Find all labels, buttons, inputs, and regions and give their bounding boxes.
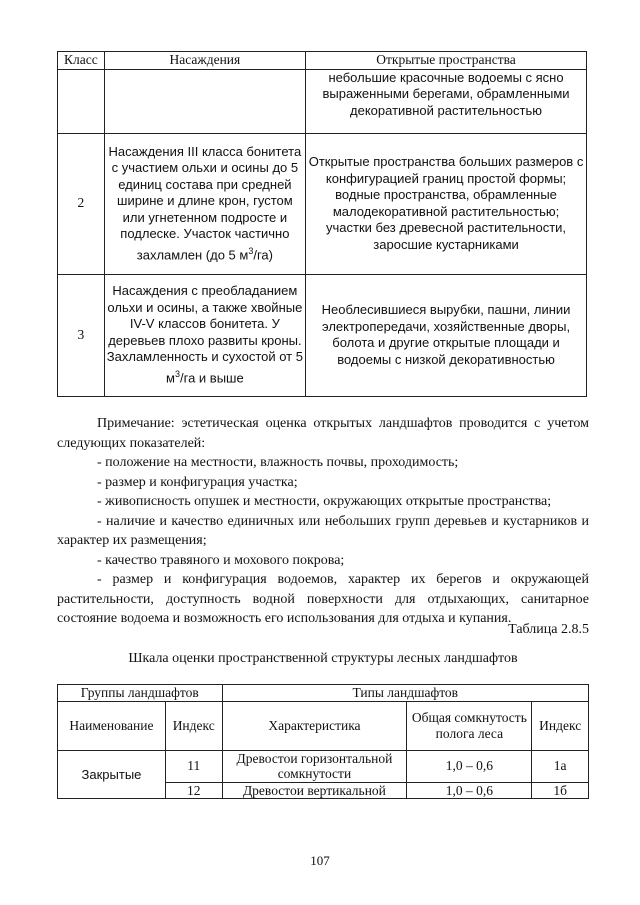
characteristic-cell: Древостои вертикальной bbox=[222, 782, 407, 799]
landscape-classes-table bbox=[57, 51, 587, 397]
characteristic-cell: Древостои горизонтальной сомкнутости bbox=[222, 750, 407, 782]
header-stands: Насаждения bbox=[104, 52, 305, 70]
stands-text: Насаждения с преобладанием ольхи и осины, а также хвойные IV-V классов бонитета. У деревьев плохо развиты кроны. Захламленность и сухостой от 5 м bbox=[106, 283, 303, 386]
stands-cell bbox=[104, 274, 305, 396]
table-cell-empty bbox=[104, 69, 305, 133]
table-row-class-2 bbox=[58, 133, 587, 274]
group-name-cell: Закрытые bbox=[58, 750, 166, 799]
header-name: Наименование bbox=[58, 701, 166, 750]
closure-cell: 1,0 – 0,6 bbox=[407, 750, 532, 782]
table-header-row bbox=[58, 701, 589, 750]
table-row-class-3 bbox=[58, 274, 587, 396]
index-cell: 12 bbox=[165, 782, 222, 799]
open-spaces-cell: Открытые пространства больших размеров с конфигурацией границ простой формы; водные пространства, обрамленные малодекоративной растительностью; участки без древесной растительности, заросшие кустарниками bbox=[306, 133, 587, 274]
type-index-cell: 1а bbox=[532, 750, 589, 782]
header-closure: Общая сомкнутость полога леса bbox=[407, 701, 532, 750]
header-type-index: Индекс bbox=[532, 701, 589, 750]
table-cell-empty bbox=[58, 69, 105, 133]
stands-cell bbox=[104, 133, 305, 274]
header-open-spaces: Открытые пространства bbox=[306, 52, 587, 70]
note-intro: Примечание: эстетическая оценка открытых ландшафтов проводится с учетом следующих показателей: bbox=[57, 416, 589, 451]
closure-cell: 1,0 – 0,6 bbox=[407, 782, 532, 799]
class-cell: 2 bbox=[58, 133, 105, 274]
table-row-continuation bbox=[58, 69, 587, 133]
type-index-cell: 1б bbox=[532, 782, 589, 799]
class-cell: 3 bbox=[58, 274, 105, 396]
stands-tail: /га и выше bbox=[180, 370, 244, 386]
table-number: Таблица 2.8.5 bbox=[508, 622, 589, 637]
superscript: 3 bbox=[174, 368, 180, 379]
group-header-landscapes: Группы ландшафтов bbox=[58, 685, 223, 702]
table-row bbox=[58, 750, 589, 782]
note-item: - живописность опушек и местности, окружающих открытые пространства; bbox=[97, 494, 552, 509]
header-class: Класс bbox=[58, 52, 105, 70]
table-title: Шкала оценки пространственной структуры лесных ландшафтов bbox=[128, 651, 518, 666]
index-cell: 11 bbox=[165, 750, 222, 782]
note-section bbox=[57, 414, 589, 629]
note-item: - размер и конфигурация участка; bbox=[97, 474, 298, 490]
open-spaces-continuation: небольшие красочные водоемы с ясно выраженными берегами, обрамленными декоративной растительностью bbox=[306, 69, 587, 133]
table-header-row bbox=[58, 52, 587, 70]
note-item: - размер и конфигурация водоемов, характер их берегов и окружающей растительности, доступность водной поверхности для отдыхающих, санитарное состояние водоема и возможность его использования для отдыха и купания. bbox=[57, 572, 589, 626]
stands-text: Насаждения III класса бонитета с участием ольхи и осины до 5 единиц состава при средней ширине и длине крон, густом или угнетенном подросте и подлеске. Участок частично захламлен (до 5 м bbox=[108, 143, 302, 262]
open-spaces-cell: Необлесившиеся вырубки, пашни, линии электропередачи, хозяйственные дворы, болота и другие открытые площади и водоемы с низкой декоративностью bbox=[306, 274, 587, 396]
group-header-row bbox=[58, 685, 589, 702]
spatial-structure-table bbox=[57, 684, 589, 799]
superscript: 3 bbox=[248, 245, 254, 256]
note-item: - наличие и качество единичных или небольших групп деревьев и кустарников и характер их размещения; bbox=[57, 513, 589, 548]
header-characteristic: Характеристика bbox=[222, 701, 407, 750]
header-index: Индекс bbox=[165, 701, 222, 750]
note-item: - качество травяного и мохового покрова; bbox=[97, 552, 345, 568]
stands-tail: /га) bbox=[253, 246, 273, 262]
note-item: - положение на местности, влажность почвы, проходимость; bbox=[97, 455, 459, 470]
page-number: 107 bbox=[310, 853, 330, 868]
group-header-types: Типы ландшафтов bbox=[222, 685, 588, 702]
